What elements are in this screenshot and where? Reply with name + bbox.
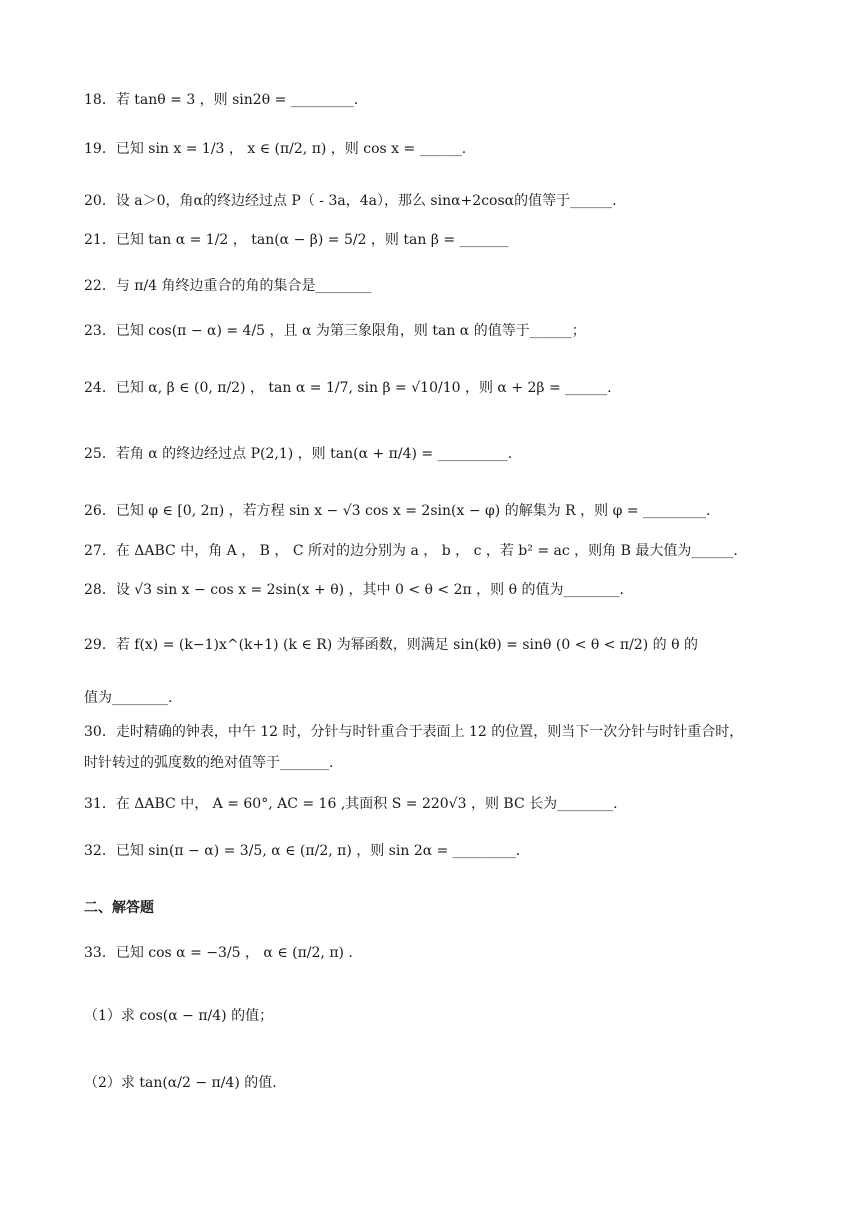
question-29: 29．若 f(x) = (k−1)x^(k+1) (k ∈ R) 为幂函数，则满足 sin(kθ) = sinθ (0 < θ < π/2) 的 θ 的 <box>84 637 699 653</box>
question-32: 32．已知 sin(π − α) = 3/5, α ∈ (π/2, π) ，则 sin 2α = _________. <box>84 843 521 859</box>
question-21: 21．已知 tan α = 1/2 ， tan(α − β) = 5/2 ，则 tan β = _______ <box>84 232 509 248</box>
question-20: 20．设 a＞0，角α的终边经过点 P（ - 3a，4a），那么 sinα+2cosα的值等于______. <box>84 193 617 209</box>
question-31: 31．在 ΔABC 中， A = 60°, AC = 16 ,其面积 S = 220√3 ，则 BC 长为________. <box>84 796 618 812</box>
question-30: 30．走时精确的钟表，中午 12 时，分针与时针重合于表面上 12 的位置，则当下一次分针与时针重合时， <box>84 724 744 740</box>
question-23: 23．已知 cos(π − α) = 4/5 ，且 α 为第三象限角，则 tan α 的值等于______； <box>84 323 586 339</box>
section-heading: 二、解答题 <box>84 900 154 916</box>
question-33-part-2: （2）求 tan(α/2 − π/4) 的值. <box>84 1075 277 1091</box>
question-29-continued: 值为________. <box>84 690 173 706</box>
question-24: 24．已知 α, β ∈ (0, π/2) ， tan α = 1/7, sin β = √10/10 ，则 α + 2β = ______. <box>84 380 612 396</box>
question-18: 18．若 tanθ = 3 ，则 sin2θ = _________. <box>84 92 359 108</box>
question-33-part-1: （1）求 cos(α − π/4) 的值； <box>84 1008 274 1024</box>
question-26: 26．已知 φ ∈ [0, 2π) ，若方程 sin x − √3 cos x = 2sin(x − φ) 的解集为 R ，则 φ = _________. <box>84 503 711 519</box>
question-27: 27．在 ΔABC 中，角 A ， B ， C 所对的边分别为 a ， b ， c ，若 b² = ac ，则角 B 最大值为______. <box>84 543 738 559</box>
question-22: 22．与 π/4 角终边重合的角的集合是________ <box>84 278 372 294</box>
question-25: 25．若角 α 的终边经过点 P(2,1) ，则 tan(α + π/4) = __________. <box>84 446 513 462</box>
question-19: 19．已知 sin x = 1/3 ， x ∈ (π/2, π) ，则 cos x = ______. <box>84 141 467 157</box>
question-28: 28．设 √3 sin x − cos x = 2sin(x + θ) ，其中 0 < θ < 2π ，则 θ 的值为________. <box>84 582 624 598</box>
question-33: 33．已知 cos α = −3/5 ， α ∈ (π/2, π) . <box>84 945 353 961</box>
question-30-continued: 时针转过的弧度数的绝对值等于_______. <box>84 755 334 771</box>
